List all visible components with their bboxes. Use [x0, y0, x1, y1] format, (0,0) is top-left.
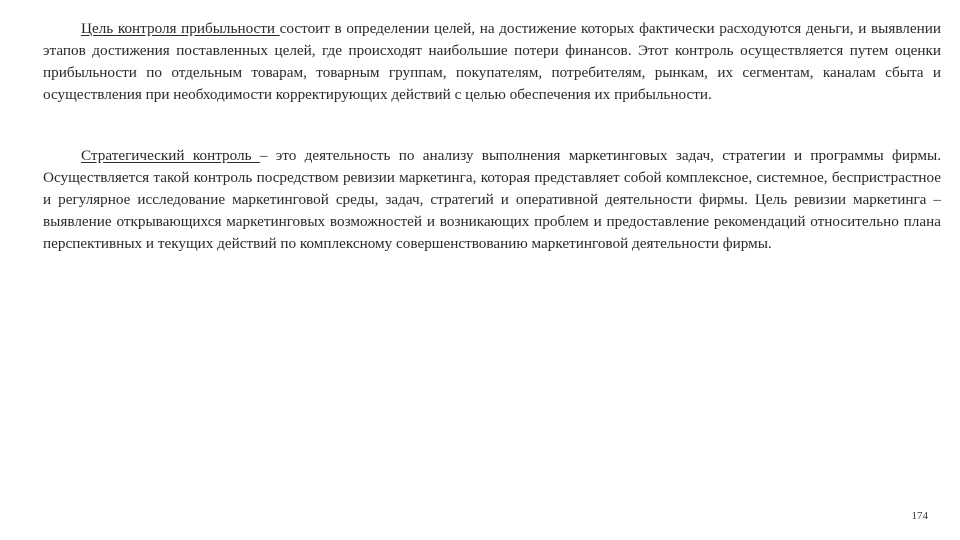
- paragraph-text: – это деятельность по анализу выполнения маркетинговых задач, стратегии и программы фирмы. Осуществляется такой контроль посредством ревизии маркетинга, которая представляет собой комплексное, системное, беспристрастное и регулярное исследование маркетинговой среды, задач, стратегий и оперативной деятельности фирмы. Цель ревизии маркетинга – выявление открывающихся маркетинговых возможностей и возникающих проблем и предоставление рекомендаций относительно плана перспективных и текущих действий по комплексному совершенствованию маркетинговой деятельности фирмы.: [43, 147, 941, 252]
- document-page: [43, 18, 941, 255]
- term-strategic-control: Стратегический контроль: [81, 147, 260, 164]
- term-profitability-control: Цель контроля прибыльности: [81, 20, 280, 37]
- page-number: 174: [911, 510, 928, 522]
- paragraph-profitability-control: [43, 18, 941, 106]
- paragraph-text: состоит в определении целей, на достижение которых фактически расходуются деньги, и выявлении этапов достижения поставленных целей, где происходят наибольшие потери финансов. Этот контроль осуществляется путем оценки прибыльности по отдельным товарам, товарным группам, покупателям, потребителям, рынкам, их сегментам, каналам сбыта и осуществления при необходимости корректирующих действий с целью обеспечения их прибыльности.: [43, 20, 941, 103]
- paragraph-strategic-control: [43, 145, 941, 255]
